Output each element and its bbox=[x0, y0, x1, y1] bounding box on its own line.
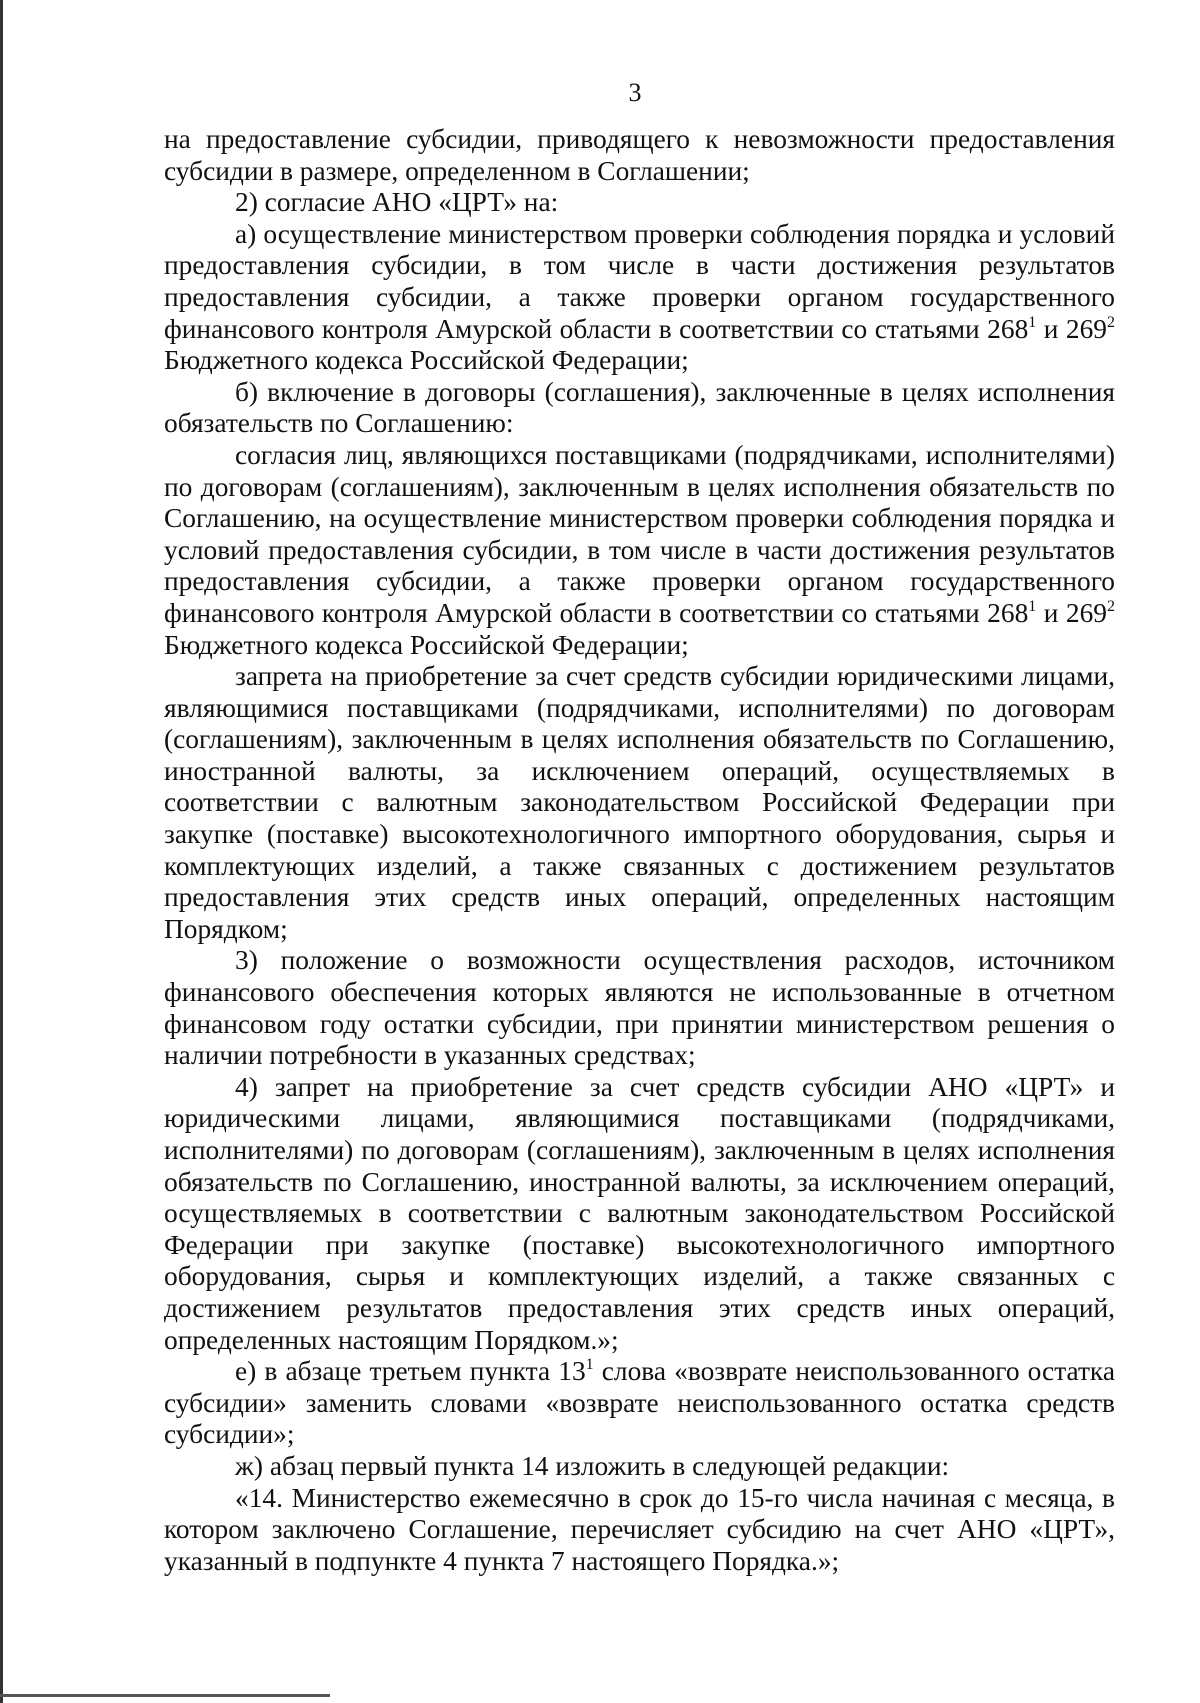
paragraph-text: Бюджетного кодекса Российской Федерации; bbox=[164, 629, 689, 660]
paragraph: на предоставление субсидии, приводящего к невозможности предоставления субсидии в размере, определенном в Соглашении; bbox=[164, 124, 1115, 186]
page-left-edge bbox=[0, 0, 3, 1703]
paragraph: запрета на приобретение за счет средств субсидии юридическими лицами, являющимися поставщиками (подрядчиками, исполнителями) по договорам (соглашениям), заключенным в целях исполнения обязательств по Соглашению, иностранной валюты, за исключением операций, осуществляемых в соответствии с валютным законодательством Российской Федерации при закупке (поставке) высокотехнологичного импортного оборудования, сырья и комплектующих изделий, а также связанных с достижением результатов предоставления этих средств иных операций, определенных настоящим Порядком; bbox=[164, 661, 1115, 944]
paragraph bbox=[164, 219, 1115, 377]
page-number: 3 bbox=[628, 78, 642, 107]
page-bottom-edge bbox=[0, 1694, 330, 1697]
paragraph bbox=[164, 440, 1115, 661]
paragraph bbox=[164, 1356, 1115, 1451]
paragraph: б) включение в договоры (соглашения), заключенные в целях исполнения обязательств по Соглашению: bbox=[164, 376, 1115, 439]
document-body bbox=[164, 124, 1115, 1577]
superscript: 2 bbox=[1107, 597, 1115, 615]
paragraph: 3) положение о возможности осуществления расходов, источником финансового обеспечения которых являются не использованные в отчетном финансовом году остатки субсидии, при принятии министерством решения о наличии потребности в указанных средствах; bbox=[164, 945, 1115, 1071]
superscript: 1 bbox=[1028, 313, 1037, 331]
superscript: 1 bbox=[585, 1356, 594, 1374]
paragraph: ж) абзац первый пункта 14 изложить в следующей редакции: bbox=[235, 1450, 950, 1481]
superscript: 1 bbox=[1028, 597, 1037, 615]
paragraph-text: и 269 bbox=[1043, 313, 1107, 344]
paragraph-text: и 269 bbox=[1043, 597, 1107, 628]
paragraph: «14. Министерство ежемесячно в срок до 15-го числа начиная с месяца, в котором заключено Соглашение, перечисляет субсидию на счет АНО «ЦРТ», указанный в подпункте 4 пункта 7 настоящего Порядка.»; bbox=[164, 1482, 1115, 1576]
paragraph-text: е) в абзаце третьем пункта 13 bbox=[235, 1356, 586, 1387]
paragraph: 2) согласие АНО «ЦРТ» на: bbox=[235, 187, 559, 218]
paragraph-text: а) осуществление министерством проверки соблюдения порядка и условий предоставления субсидии, в том числе в части достижения результатов предоставления субсидии, а также проверки органом государственного финансового контроля Амурской области в соответствии со статьями 268 bbox=[164, 218, 1115, 344]
paragraph-text: Бюджетного кодекса Российской Федерации; bbox=[164, 345, 689, 376]
paragraph: 4) запрет на приобретение за счет средств субсидии АНО «ЦРТ» и юридическими лицами, являющимися поставщиками (подрядчиками, исполнителями) по договорам (соглашениям), заключенным в целях исполнения обязательств по Соглашению, иностранной валюты, за исключением операций, осуществляемых в соответствии с валютным законодательством Российской Федерации при закупке (поставке) высокотехнологичного импортного оборудования, сырья и комплектующих изделий, а также связанных с достижением результатов предоставления этих средств иных операций, определенных настоящим Порядком.»; bbox=[164, 1071, 1115, 1355]
superscript: 2 bbox=[1107, 313, 1115, 331]
paragraph-text: согласия лиц, являющихся поставщиками (подрядчиками, исполнителями) по договорам (соглашениям), заключенным в целях исполнения обязательств по Соглашению, на осуществление министерством проверки соблюдения порядка и условий предоставления субсидии, в том числе в части достижения результатов предоставления субсидии, а также проверки органом государственного финансового контроля Амурской области в соответствии со статьями 268 bbox=[164, 439, 1115, 628]
paragraph-text: слова «возврате неиспользованного остатка субсидии» заменить словами «возврате неиспользованного остатка средств субсидии»; bbox=[164, 1356, 1115, 1450]
